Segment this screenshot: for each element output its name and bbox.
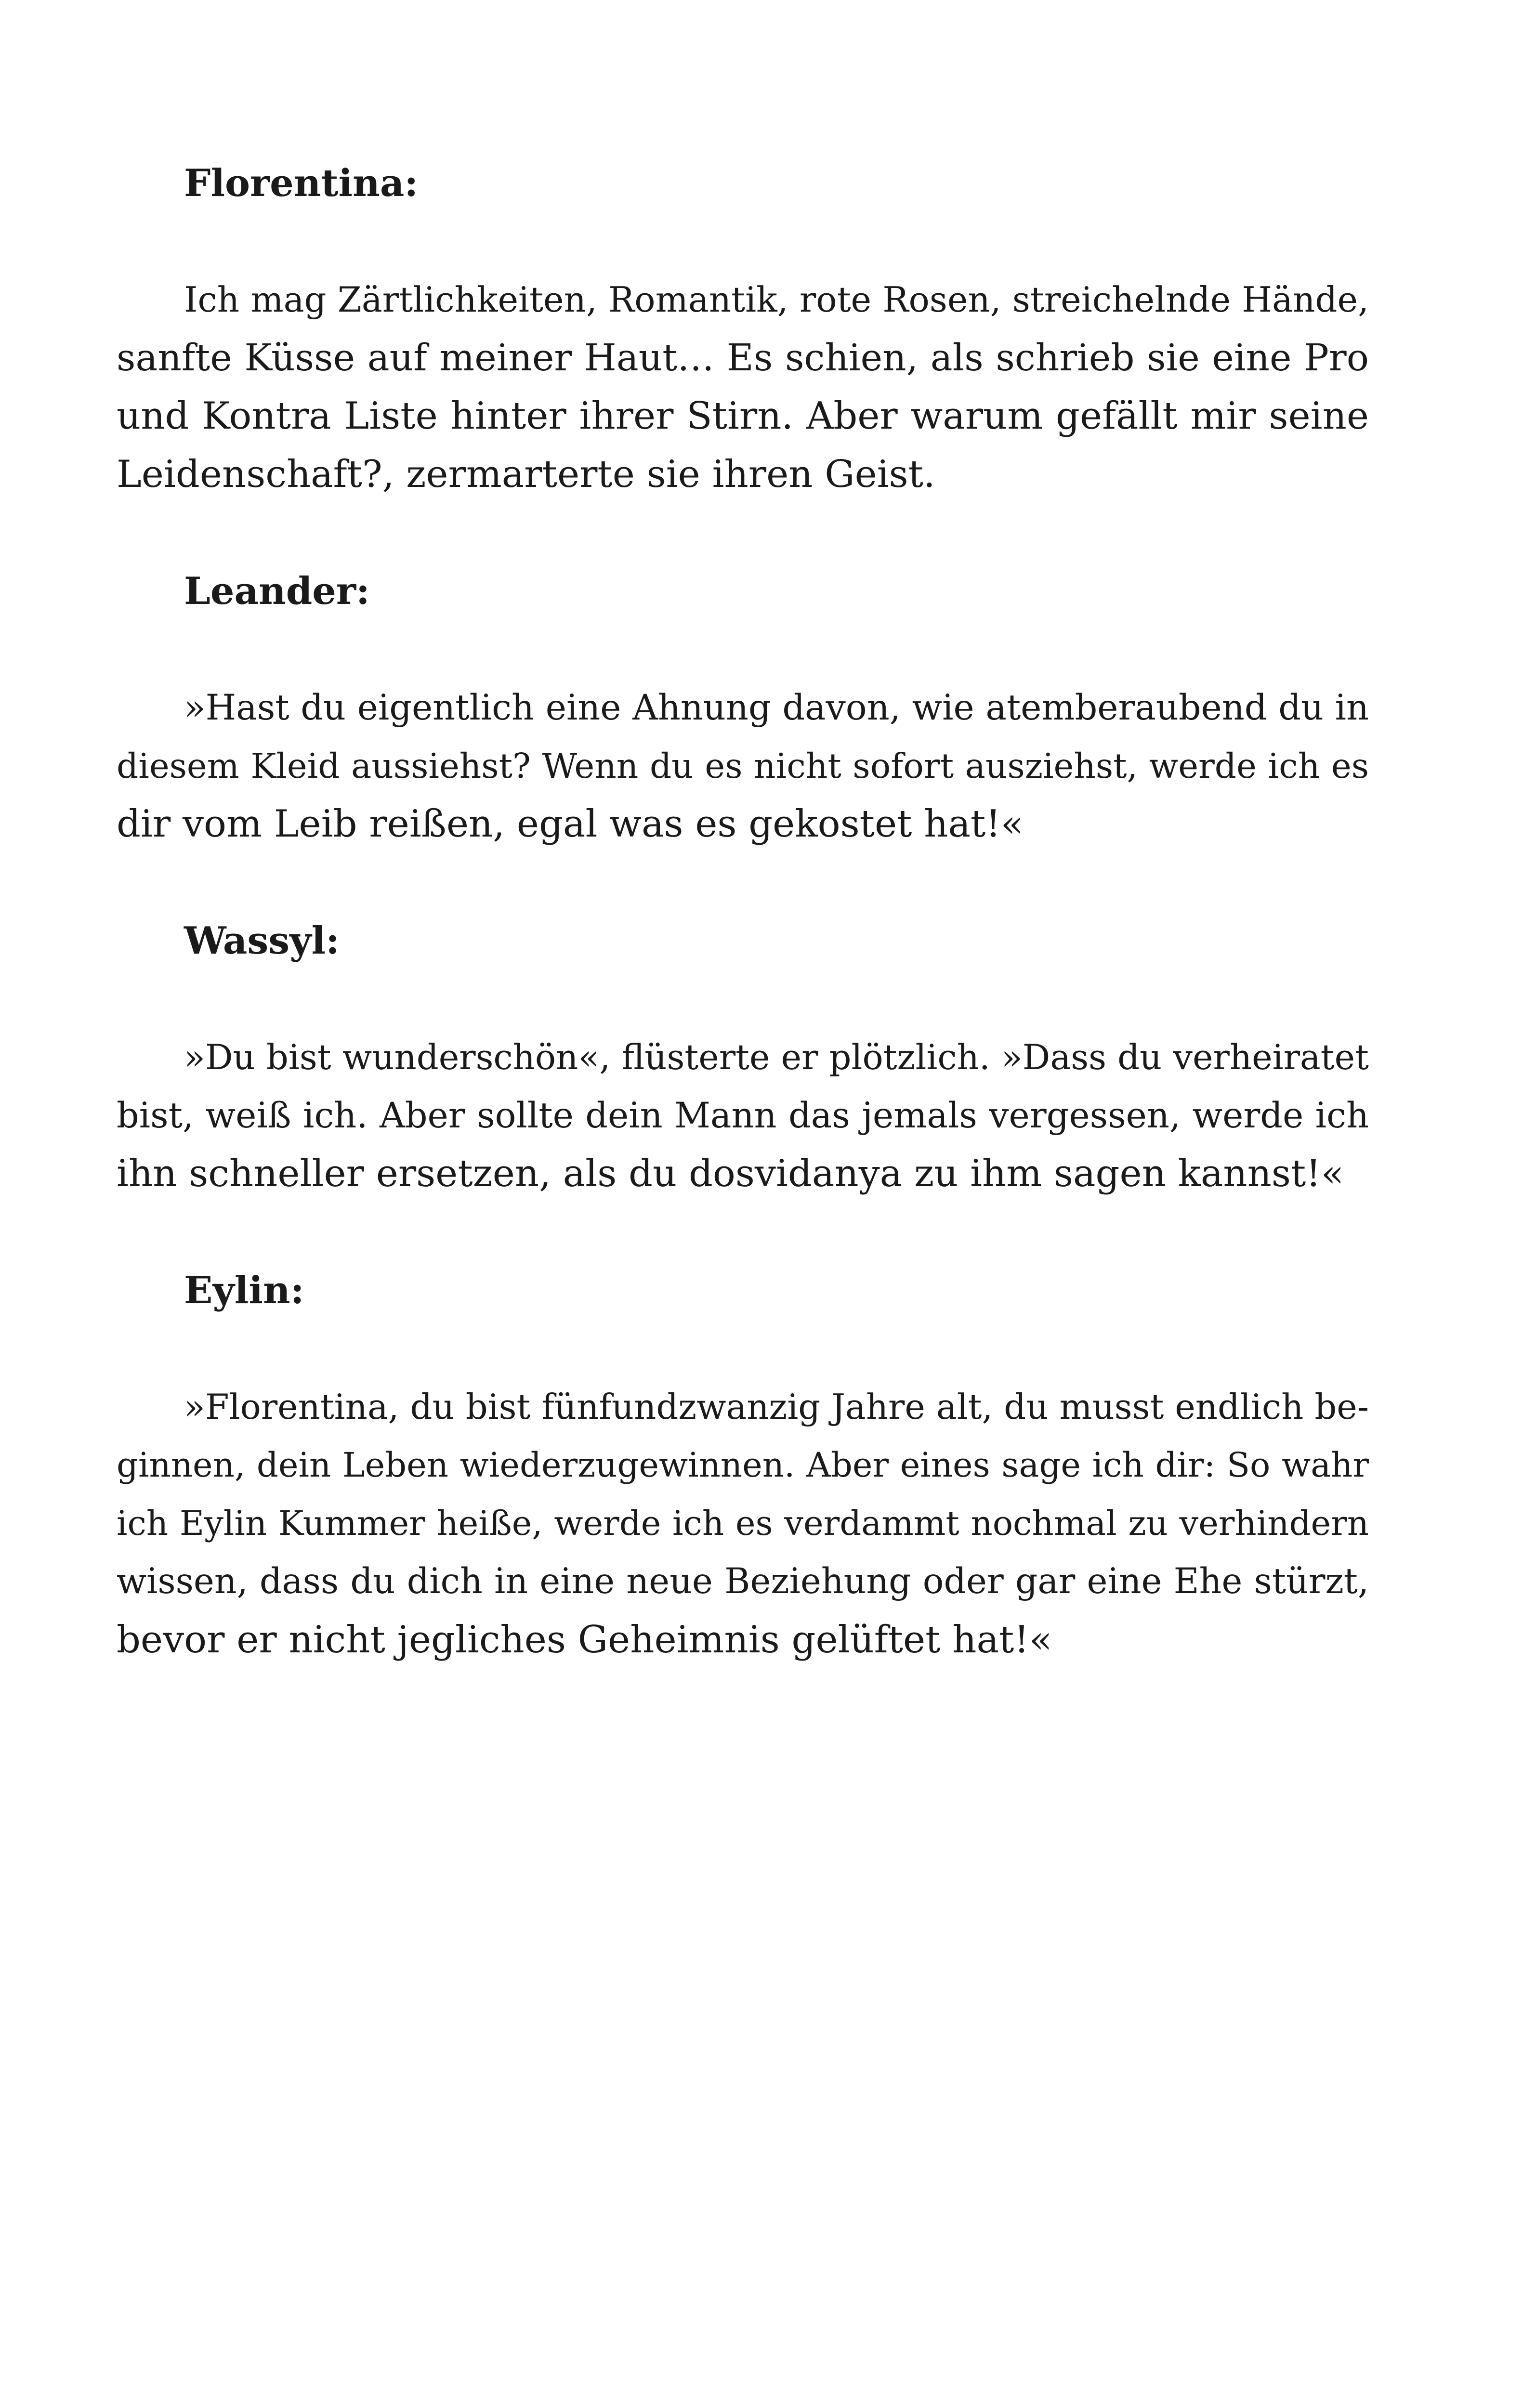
text-line: bevor er nicht jegliches Geheimnis gelüftet hat!« bbox=[117, 1618, 1052, 1662]
text-line: »Hast du eigentlich eine Ahnung davon, wie atemberaubend du in bbox=[184, 687, 1369, 728]
page-content bbox=[117, 154, 1369, 1727]
text-line: »Florentina, du bist fünfundzwanzig Jahre alt, du musst endlich be- bbox=[184, 1387, 1369, 1427]
text-line: Leidenschaft?, zermarterte sie ihren Geist. bbox=[117, 453, 935, 496]
section-leander bbox=[117, 562, 1369, 853]
text-line: diesem Kleid aussiehst? Wenn du es nicht sofort ausziehst, werde ich es bbox=[117, 746, 1369, 786]
section-wassyl bbox=[117, 912, 1369, 1203]
character-name: Florentina: bbox=[184, 161, 419, 205]
paragraph bbox=[117, 679, 1369, 853]
text-line: und Kontra Liste hinter ihrer Stirn. Aber warum gefällt mir seine bbox=[117, 394, 1369, 438]
paragraph bbox=[117, 271, 1369, 504]
paragraph bbox=[117, 1378, 1369, 1669]
text-line: wissen, dass du dich in eine neue Beziehung oder gar eine Ehe stürzt, bbox=[117, 1561, 1369, 1602]
text-line: sanfte Küsse auf meiner Haut… Es schien, als schrieb sie eine Pro bbox=[117, 337, 1369, 380]
text-line: bist, weiß ich. Aber sollte dein Mann das jemals vergessen, werde ich bbox=[117, 1095, 1369, 1136]
text-line: Ich mag Zärtlichkeiten, Romantik, rote Rosen, streichelnde Hände, bbox=[184, 279, 1369, 320]
section-florentina bbox=[117, 154, 1369, 504]
text-line: »Du bist wunderschön«, flüsterte er plötzlich. »Dass du verheiratet bbox=[184, 1037, 1369, 1077]
text-line: ihn schneller ersetzen, als du dosvidanya zu ihm sagen kannst!« bbox=[117, 1152, 1344, 1195]
character-name: Wassyl: bbox=[184, 919, 340, 963]
text-line: ginnen, dein Leben wiederzugewinnen. Aber eines sage ich dir: So wahr bbox=[117, 1445, 1369, 1485]
paragraph bbox=[117, 1028, 1369, 1203]
text-line: dir vom Leib reißen, egal was es gekostet hat!« bbox=[117, 802, 1024, 846]
text-line: ich Eylin Kummer heiße, werde ich es verdammt nochmal zu verhindern bbox=[117, 1504, 1369, 1543]
character-name: Eylin: bbox=[184, 1269, 304, 1312]
section-eylin bbox=[117, 1261, 1369, 1669]
character-name: Leander: bbox=[184, 569, 370, 613]
